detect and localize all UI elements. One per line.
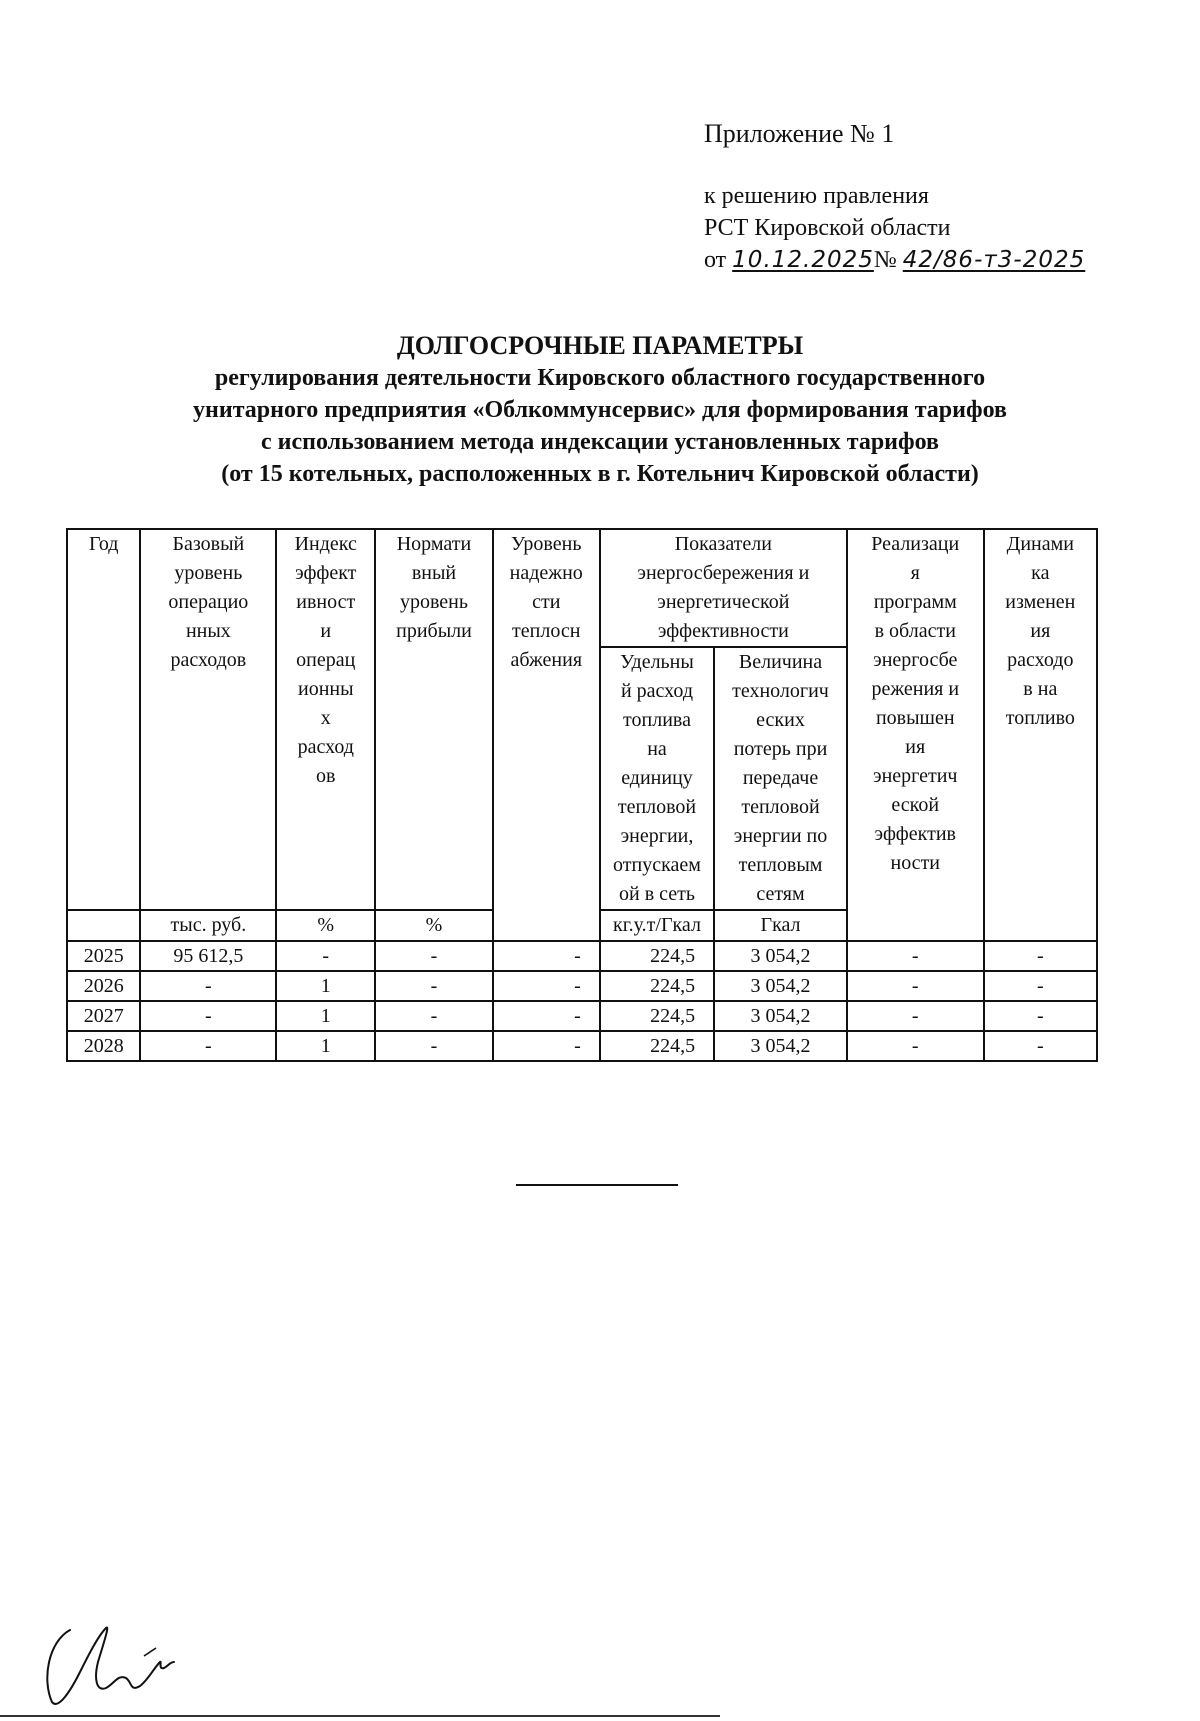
cell-reliability: - — [493, 1001, 600, 1031]
header-text-line: топливо — [1005, 707, 1075, 729]
footer-rule — [0, 1715, 720, 1717]
cell-efficiency-index: - — [276, 941, 375, 971]
date-prefix: от — [704, 247, 727, 273]
cell-reliability: - — [493, 971, 600, 1001]
cell-reliability: - — [493, 941, 600, 971]
header-text-line: ия — [905, 736, 926, 758]
cell-programs: - — [847, 1001, 984, 1031]
header-losses — [714, 647, 847, 910]
unit-efficiency-index: % — [276, 910, 375, 941]
cell-normative-profit: - — [375, 941, 492, 971]
cell-fuel-rate: 224,5 — [600, 971, 714, 1001]
appendix-reference-line — [704, 244, 1085, 276]
cell-base-opex: 95 612,5 — [140, 941, 276, 971]
header-text-line: Показатели — [674, 533, 772, 555]
table-row — [67, 971, 1097, 1001]
header-text-line: х — [320, 707, 331, 729]
header-text-line: расходов — [170, 649, 247, 671]
header-text-line: ивност — [296, 591, 356, 613]
header-text-line: операц — [296, 649, 356, 671]
header-text-line: изменен — [1005, 591, 1076, 613]
decision-date: 10.12.2025 — [732, 247, 874, 273]
cell-normative-profit: - — [375, 1031, 492, 1061]
cell-fuel-dynamics: - — [984, 1001, 1097, 1031]
header-text-line: ности — [890, 852, 941, 874]
heading-line-1: регулирования деятельности Кировского областного государственного — [214, 365, 986, 391]
table-row — [67, 1001, 1097, 1031]
cell-base-opex: - — [140, 1001, 276, 1031]
cell-efficiency-index: 1 — [276, 1031, 375, 1061]
unit-fuel-rate: кг.у.т/Гкал — [600, 910, 714, 941]
cell-fuel-rate: 224,5 — [600, 941, 714, 971]
header-text-line: в на — [1023, 678, 1058, 700]
cell-reliability: - — [493, 1031, 600, 1061]
header-text-line: уровень — [399, 591, 468, 613]
parameters-table — [66, 528, 1098, 1062]
cell-losses: 3 054,2 — [714, 971, 847, 1001]
header-text-line: отпускаем — [613, 854, 701, 876]
header-text-line: операцио — [168, 591, 249, 613]
header-text-line: на — [647, 738, 667, 760]
header-text-line: вный — [411, 562, 457, 584]
header-text-line: Год — [89, 533, 119, 555]
appendix-block — [704, 118, 1085, 276]
header-text-line: технологич — [732, 680, 829, 702]
cell-base-opex: - — [140, 1031, 276, 1061]
cell-efficiency-index: 1 — [276, 971, 375, 1001]
cell-normative-profit: - — [375, 1001, 492, 1031]
number-prefix: № — [873, 247, 897, 273]
header-text-line: энергосбе — [873, 649, 958, 671]
header-text-line: ов — [316, 765, 336, 787]
cell-losses: 3 054,2 — [714, 1001, 847, 1031]
header-text-line: Динами — [1006, 533, 1074, 555]
cell-year: 2027 — [67, 1001, 140, 1031]
cell-losses: 3 054,2 — [714, 941, 847, 971]
header-base-opex — [140, 529, 276, 910]
cell-year: 2025 — [67, 941, 140, 971]
decision-number: 42/86-т3-2025 — [902, 247, 1086, 273]
header-text-line: энергии, — [620, 825, 694, 847]
header-programs — [847, 529, 984, 941]
header-text-line: абжения — [510, 649, 583, 671]
table-row — [67, 941, 1097, 971]
cell-fuel-dynamics: - — [984, 941, 1097, 971]
header-text-line: еской — [891, 794, 940, 816]
end-of-document-rule — [516, 1184, 678, 1186]
cell-base-opex: - — [140, 971, 276, 1001]
header-text-line: повышен — [875, 707, 955, 729]
header-text-line: Индекс — [294, 533, 357, 555]
header-normative-profit — [375, 529, 492, 910]
unit-normative-profit: % — [375, 910, 492, 941]
header-text-line: Уровень — [511, 533, 582, 555]
header-text-line: расход — [297, 736, 354, 758]
header-text-line: нных — [185, 620, 231, 642]
header-text-line: режения и — [871, 678, 960, 700]
header-text-line: Базовый — [172, 533, 245, 555]
cell-losses: 3 054,2 — [714, 1031, 847, 1061]
header-text-line: ионны — [297, 678, 354, 700]
table-row — [67, 1031, 1097, 1061]
header-text-line: уровень — [174, 562, 243, 584]
unit-year — [67, 910, 140, 941]
cell-fuel-dynamics: - — [984, 1031, 1097, 1061]
header-text-line: топлива — [623, 709, 691, 731]
header-text-line: я — [910, 562, 920, 584]
cell-efficiency-index: 1 — [276, 1001, 375, 1031]
header-text-line: теплосн — [512, 620, 581, 642]
heading-line-2: унитарного предприятия «Облкоммунсервис» для формирования тарифов — [193, 397, 1007, 423]
header-text-line: ой в сеть — [618, 883, 695, 905]
header-text-line: тепловой — [741, 796, 820, 818]
header-text-line: сти — [532, 591, 561, 613]
cell-programs: - — [847, 1031, 984, 1061]
appendix-title: Приложение № 1 — [704, 119, 895, 148]
header-text-line: прибыли — [396, 620, 472, 642]
header-text-line: энергии по — [733, 825, 828, 847]
cell-programs: - — [847, 941, 984, 971]
header-text-line: единицу — [621, 767, 693, 789]
signature-icon — [40, 1622, 190, 1710]
header-text-line: тепловым — [738, 854, 823, 876]
heading-line-3: с использованием метода индексации установленных тарифов — [261, 429, 939, 455]
header-text-line: ка — [1031, 562, 1050, 584]
header-text-line: сетям — [756, 883, 805, 905]
unit-losses: Гкал — [714, 910, 847, 941]
header-text-line: Удельны — [620, 651, 694, 673]
header-text-line: эффект — [295, 562, 357, 584]
appendix-authority-line: РСТ Кировской области — [704, 215, 951, 241]
document-heading — [100, 330, 1100, 490]
header-text-line: Величина — [738, 651, 823, 673]
header-text-line: и — [320, 620, 332, 642]
header-fuel-dynamics — [984, 529, 1097, 941]
header-text-line: Нормати — [396, 533, 472, 555]
header-text-line: еских — [756, 709, 805, 731]
cell-programs: - — [847, 971, 984, 1001]
header-energy-group — [600, 529, 847, 647]
cell-fuel-rate: 224,5 — [600, 1001, 714, 1031]
header-text-line: в области — [874, 620, 956, 642]
header-text-line: потерь при — [733, 738, 828, 760]
header-text-line: расходо — [1007, 649, 1074, 671]
cell-year: 2026 — [67, 971, 140, 1001]
header-reliability — [493, 529, 600, 941]
cell-year: 2028 — [67, 1031, 140, 1061]
cell-fuel-rate: 224,5 — [600, 1031, 714, 1061]
header-text-line: программ — [873, 591, 957, 613]
header-fuel-rate — [600, 647, 714, 910]
header-text-line: энергетической — [657, 591, 790, 613]
heading-title: ДОЛГОСРОЧНЫЕ ПАРАМЕТРЫ — [396, 331, 804, 360]
appendix-decision-line: к решению правления — [704, 183, 929, 209]
heading-line-4: (от 15 котельных, расположенных в г. Котельнич Кировской области) — [221, 461, 979, 487]
header-text-line: энергосбережения и — [637, 562, 810, 584]
header-text-line: ия — [1030, 620, 1051, 642]
header-text-line: й расход — [620, 680, 693, 702]
header-year — [67, 529, 140, 910]
table-body — [67, 941, 1097, 1061]
header-text-line: тепловой — [617, 796, 697, 818]
header-text-line: эффектив — [874, 823, 956, 845]
header-text-line: энергетич — [873, 765, 958, 787]
header-text-line: передаче — [742, 767, 819, 789]
header-text-line: Реализаци — [871, 533, 960, 555]
cell-fuel-dynamics: - — [984, 971, 1097, 1001]
unit-base-opex: тыс. руб. — [140, 910, 276, 941]
header-text-line: эффективности — [657, 620, 789, 642]
header-efficiency-index — [276, 529, 375, 910]
header-text-line: надежно — [509, 562, 583, 584]
cell-normative-profit: - — [375, 971, 492, 1001]
